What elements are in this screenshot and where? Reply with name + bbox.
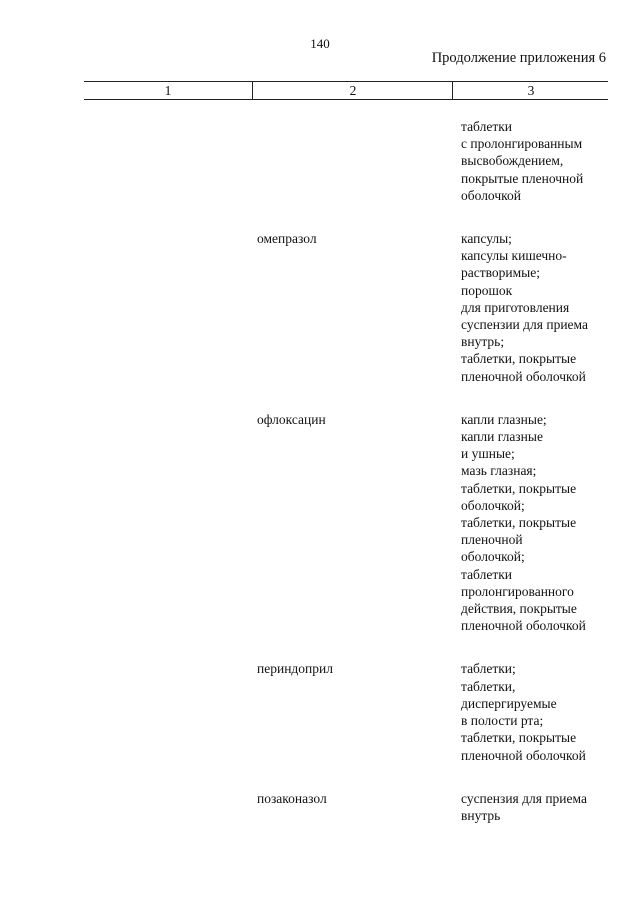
- drug-name: позаконазол: [257, 790, 327, 806]
- dosage-form-line: таблетки: [461, 566, 513, 582]
- dosage-form-line: порошок: [461, 282, 513, 298]
- dosage-form-line: пролонгированного: [461, 583, 574, 599]
- drug-name: омепразол: [257, 231, 317, 247]
- dosage-form-line: диспергируемые: [461, 695, 557, 711]
- dosage-form-line: капсулы;: [461, 231, 512, 247]
- dosage-form-line: пленочной оболочкой: [461, 747, 586, 763]
- table-header-row: [84, 81, 608, 100]
- drug-name: периндоприл: [257, 661, 333, 677]
- dosage-form-line: таблетки, покрытые: [461, 515, 577, 531]
- dosage-forms: [461, 660, 631, 763]
- table-row: [0, 230, 640, 385]
- dosage-form-line: таблетки: [461, 119, 513, 134]
- table-body: [0, 118, 640, 850]
- column-header-1: 1: [164, 83, 172, 98]
- dosage-form-line: в полости рта;: [461, 713, 544, 729]
- dosage-forms: [461, 790, 631, 824]
- dosage-form-line: суспензия для приема: [461, 790, 587, 806]
- dosage-form-line: действия, покрытые: [461, 601, 577, 617]
- column-header-3: 3: [452, 82, 609, 99]
- dosage-forms: [461, 411, 631, 635]
- page-number: 140: [310, 36, 330, 51]
- dosage-forms: [461, 118, 631, 204]
- dosage-form-line: высвобождением,: [461, 153, 564, 169]
- dosage-form-line: капли глазные: [461, 429, 543, 445]
- drug-name: офлоксацин: [257, 411, 326, 427]
- dosage-form-line: пленочной: [461, 532, 523, 548]
- appendix-continuation-label: Продолжение приложения 6: [431, 50, 606, 66]
- dosage-form-line: суспензии для приема: [461, 317, 588, 333]
- dosage-form-line: таблетки,: [461, 678, 516, 694]
- dosage-form-line: для приготовления: [461, 299, 570, 315]
- table-row: [0, 118, 640, 204]
- dosage-form-line: таблетки;: [461, 661, 516, 677]
- dosage-form-line: с пролонгированным: [461, 136, 583, 152]
- dosage-form-line: внутрь;: [461, 334, 505, 350]
- dosage-form-line: и ушные;: [461, 446, 515, 462]
- dosage-form-line: таблетки, покрытые: [461, 480, 577, 496]
- dosage-form-line: пленочной оболочкой: [461, 368, 586, 384]
- column-header-2: 2: [252, 82, 453, 99]
- dosage-form-line: растворимые;: [461, 265, 540, 281]
- dosage-form-line: мазь глазная;: [461, 463, 537, 479]
- table-row: [0, 790, 640, 824]
- table-row: [0, 660, 640, 763]
- dosage-form-line: оболочкой;: [461, 549, 525, 565]
- dosage-form-line: покрытые пленочной: [461, 170, 584, 186]
- dosage-form-line: таблетки, покрытые: [461, 351, 577, 367]
- table-row: [0, 411, 640, 635]
- dosage-form-line: оболочкой;: [461, 497, 525, 513]
- dosage-form-line: внутрь: [461, 807, 501, 823]
- dosage-form-line: капсулы кишечно-: [461, 248, 567, 264]
- dosage-form-line: оболочкой: [461, 187, 521, 203]
- dosage-form-line: капли глазные;: [461, 411, 547, 427]
- dosage-form-line: пленочной оболочкой: [461, 618, 586, 634]
- dosage-forms: [461, 230, 631, 385]
- dosage-form-line: таблетки, покрытые: [461, 730, 577, 746]
